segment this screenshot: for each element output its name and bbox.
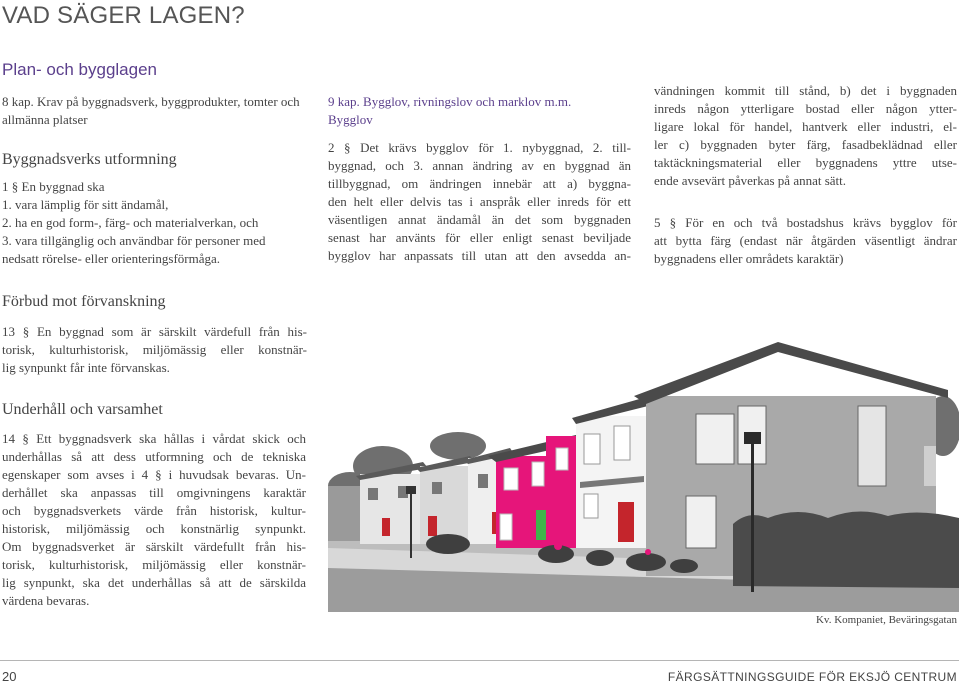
- law-intro-text: 8 kap. Krav på byggnadsverk, byggprodukter, tomter och allmänna platser: [2, 94, 300, 127]
- paragraph-9-2-continued: [654, 82, 957, 190]
- text-line: ligare lokal för handel, hantverk eller industri, el-: [654, 119, 957, 134]
- text-line: byggnad, och 3. annan ändring av en byggnad än: [328, 158, 631, 173]
- law-intro: [2, 93, 307, 129]
- text-line: väsentligen annat ändamål än det som byggnaden: [328, 212, 631, 227]
- paragraph-13: [2, 323, 307, 377]
- text-line: ler c) byggnaden byter färg, fasadbeklädnad eller: [654, 137, 957, 152]
- text-line: 1. vara lämplig för sitt ändamål,: [2, 197, 169, 212]
- text-line: vändningen kommit till stånd, b) det i byggnaden: [654, 83, 957, 98]
- text-line: 13 § En byggnad som är särskilt värdefull från his-: [2, 324, 307, 339]
- text-line: senast har använts för eller enligt senast beviljade: [328, 230, 631, 245]
- text-line: torisk, kulturhistorisk, miljömässig eller konstnär-: [2, 342, 307, 357]
- paragraph-8-1: [2, 178, 307, 268]
- paragraph-9-5: [654, 214, 957, 268]
- text-line: 3. vara tillgänglig och användbar för personer med: [2, 233, 266, 248]
- text-line: tillbyggnad, om ändringen innebär att a) byggna-: [328, 176, 631, 191]
- text-line: att bytta färg (endast när åtgärden väsentligt ändrar: [654, 233, 957, 248]
- text-line: derhållet ska anpassas till omgivningens karaktär: [2, 485, 306, 500]
- photo-caption: Kv. Kompaniet, Beväringsgatan: [815, 614, 957, 626]
- text-line: den helt eller delvis tas i anspråk eller inreds för ett: [328, 194, 631, 209]
- text-line: Om byggnadsverket är särskilt värdefullt från his-: [2, 539, 306, 554]
- paragraph-9-2: [328, 139, 631, 265]
- paragraph-14: [2, 430, 306, 610]
- chapter-9-heading: [328, 93, 638, 129]
- chapter-9-title: 9 kap. Bygglov, rivningslov och marklov m.m.: [328, 94, 572, 109]
- text-line: 2. ha en god form-, färg- och materialverkan, och: [2, 215, 259, 230]
- subheading-byggnadsverks-utformning: Byggnadsverks utformning: [2, 151, 177, 168]
- footer-divider: [0, 660, 959, 661]
- text-line: nedsatt rörelse- eller orienteringsförmåga.: [2, 251, 221, 266]
- text-line: historisk, miljömässig och konstnärlig synpunkt.: [2, 521, 306, 536]
- text-line: torisk, kulturhistorisk, miljömässig eller konstnär-: [2, 557, 306, 572]
- text-line: värdena bevaras.: [2, 593, 90, 608]
- bygglov-label: Bygglov: [328, 112, 373, 127]
- text-line: ende avsevärt påverkas på annat sätt.: [654, 173, 847, 188]
- text-line: lig synpunkt får inte förvanskas.: [2, 360, 170, 375]
- subheading-forbud: Förbud mot förvanskning: [2, 293, 166, 310]
- text-line: inreds någon ytterligare bostad eller någon ytter-: [654, 101, 957, 116]
- text-line: 2 § Det krävs bygglov för 1. nybyggnad, 2. till-: [328, 140, 631, 155]
- text-line: bygglov har anpassats till utan att den avsedda an-: [328, 248, 631, 263]
- text-line: och byggnadsverkets värde från historisk, kultur-: [2, 503, 306, 518]
- footer-title: FÄRGSÄTTNINGSGUIDE FÖR EKSJÖ CENTRUM: [667, 670, 957, 684]
- subheading-underhall: Underhåll och varsamhet: [2, 401, 163, 418]
- text-line: byggnadens eller områdets karaktär): [654, 251, 844, 266]
- section-title: Plan- och bygglagen: [2, 60, 158, 79]
- text-line: 1 § En byggnad ska: [2, 179, 105, 194]
- page-number: 20: [2, 669, 17, 684]
- red-door: [618, 502, 634, 542]
- text-line: 14 § Ett byggnadsverk ska hållas i vårdat skick och: [2, 431, 306, 446]
- text-line: lig synpunkt, ska det underhållas så att de särskilda: [2, 575, 306, 590]
- page-title: VAD SÄGER LAGEN?: [2, 2, 245, 29]
- green-door: [536, 510, 546, 540]
- photo-illustration: [328, 296, 959, 612]
- text-line: taktäckningsmaterial eller byggnadens yttre utse-: [654, 155, 957, 170]
- text-line: 5 § För en och två bostadshus krävs bygglov för: [654, 215, 957, 230]
- photo-row-houses: [328, 296, 959, 612]
- text-line: egenskaper som avses i 4 § i huvudsak bevaras. Un-: [2, 467, 306, 482]
- text-line: underhållas så att dess utformning och de tekniska: [2, 449, 306, 464]
